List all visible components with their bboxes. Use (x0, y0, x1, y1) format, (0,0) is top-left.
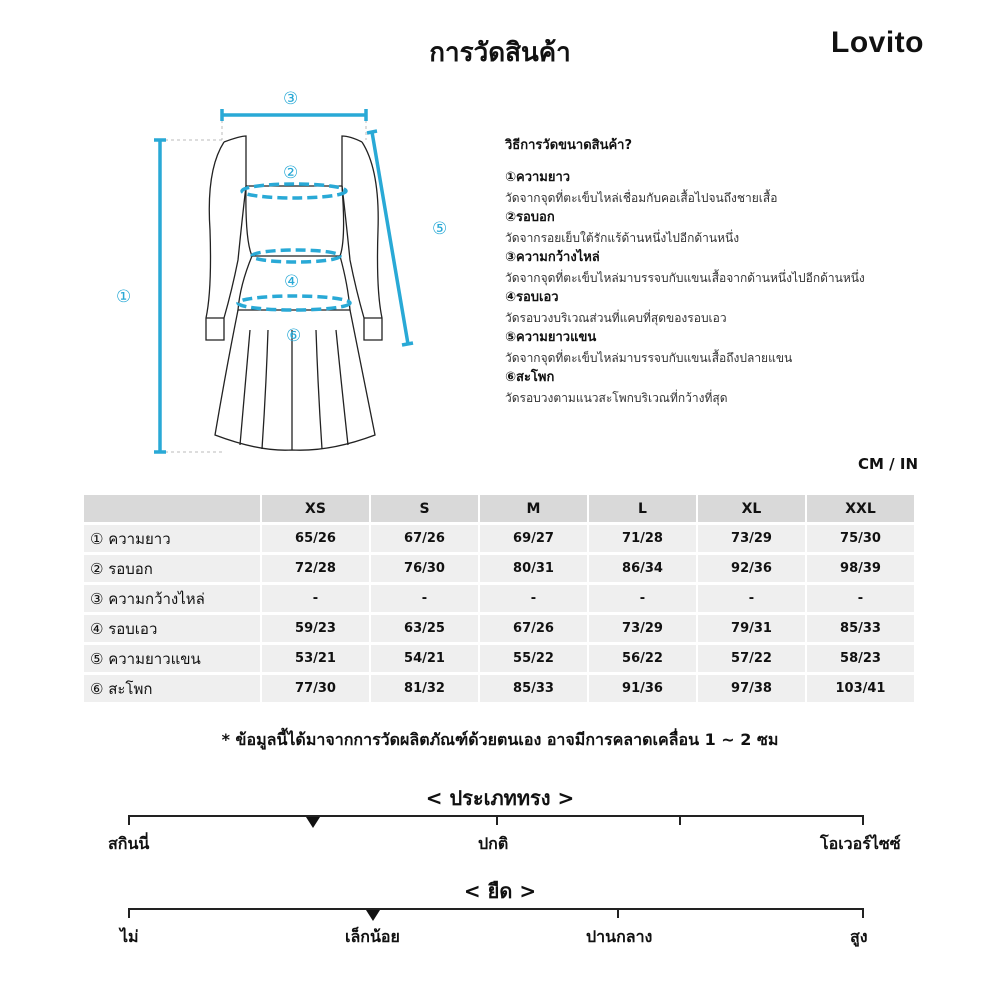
fit-label-skinny: สกินนี่ (108, 834, 150, 853)
table-cell: 53/21 (262, 645, 369, 672)
table-cell: - (480, 585, 587, 612)
instructions-heading: วิธีการวัดขนาดสินค้า? (505, 138, 633, 153)
row-label: ⑥ สะโพก (84, 675, 260, 702)
instruction-item: ①ความยาว วัดจากจุดที่ตะเข็บไหล่เชื่อมกับคอเสื้อไปจนถึงชายเสื้อ (505, 170, 778, 205)
fit-scale-tick (679, 815, 681, 825)
table-cell: 63/25 (371, 615, 478, 642)
dress-measurement-diagram (100, 80, 470, 460)
table-header-row (84, 495, 914, 522)
measurement-note: * ข้อมูลนี้ได้มาจากการวัดผลิตภัณฑ์ด้วยตนเอง อาจมีการคลาดเคลื่อน 1 ~ 2 ซม (221, 730, 779, 749)
label-sleeve: ⑤ (432, 219, 448, 239)
page-title: การวัดสินค้า (429, 38, 571, 68)
table-cell: 71/28 (589, 525, 696, 552)
stretch-scale-tick (617, 908, 619, 918)
instruction-item: ⑥สะโพก วัดรอบวงตามแนวสะโพกบริเวณที่กว้างที่สุด (505, 370, 728, 405)
stretch-scale-tick (862, 908, 864, 918)
fit-scale-title: < ประเภททรง > (425, 786, 575, 810)
label-length: ① (116, 287, 132, 307)
table-cell: 97/38 (698, 675, 805, 702)
table-cell: 73/29 (589, 615, 696, 642)
fit-scale-tick (128, 815, 130, 825)
label-hip: ⑥ (286, 326, 302, 346)
size-header: S (371, 495, 478, 522)
instruction-item: ③ความกว้างไหล่ วัดจากจุดที่ตะเข็บไหล่มาบรรจบกับแขนเสื้อจากด้านหนึ่งไปอีกด้านหนึ่ง (505, 250, 865, 285)
fit-scale-tick (496, 815, 498, 825)
table-cell: - (262, 585, 369, 612)
table-cell: 56/22 (589, 645, 696, 672)
stretch-scale-marker-icon (366, 910, 380, 921)
table-row (84, 585, 914, 612)
table-row (84, 555, 914, 582)
size-header: M (480, 495, 587, 522)
table-corner (84, 495, 260, 522)
table-cell: 54/21 (371, 645, 478, 672)
size-header: XXL (807, 495, 914, 522)
table-cell: 55/22 (480, 645, 587, 672)
table-cell: 103/41 (807, 675, 914, 702)
stretch-scale-line (128, 908, 864, 910)
size-header: L (589, 495, 696, 522)
size-header: XS (262, 495, 369, 522)
stretch-label-high: สูง (850, 927, 868, 946)
row-label: ② รอบอก (84, 555, 260, 582)
row-label: ① ความยาว (84, 525, 260, 552)
fit-scale-marker-icon (306, 817, 320, 828)
label-waist: ④ (284, 272, 300, 292)
table-cell: 67/26 (371, 525, 478, 552)
fit-label-oversize: โอเวอร์ไซซ์ (820, 834, 901, 853)
stretch-label-medium: ปานกลาง (586, 927, 653, 946)
row-label: ④ รอบเอว (84, 615, 260, 642)
row-label: ⑤ ความยาวแขน (84, 645, 260, 672)
table-cell: 81/32 (371, 675, 478, 702)
table-cell: 98/39 (807, 555, 914, 582)
table-cell: 77/30 (262, 675, 369, 702)
instruction-item: ②รอบอก วัดจากรอยเย็บใต้รักแร้ด้านหนึ่งไปอีกด้านหนึ่ง (505, 210, 740, 245)
table-cell: 76/30 (371, 555, 478, 582)
table-cell: 73/29 (698, 525, 805, 552)
table-cell: - (807, 585, 914, 612)
stretch-scale-tick (128, 908, 130, 918)
table-cell: 85/33 (480, 675, 587, 702)
table-cell: 65/26 (262, 525, 369, 552)
label-bust: ② (283, 163, 299, 183)
fit-scale-tick (862, 815, 864, 825)
row-label: ③ ความกว้างไหล่ (84, 585, 260, 612)
table-cell: - (589, 585, 696, 612)
table-cell: - (698, 585, 805, 612)
fit-label-regular: ปกติ (478, 834, 509, 853)
table-row (84, 645, 914, 672)
size-header: XL (698, 495, 805, 522)
table-cell: 69/27 (480, 525, 587, 552)
table-cell: 92/36 (698, 555, 805, 582)
table-cell: 80/31 (480, 555, 587, 582)
brand-logo: Lovito (831, 26, 924, 59)
table-cell: 86/34 (589, 555, 696, 582)
table-cell: 57/22 (698, 645, 805, 672)
table-cell: 75/30 (807, 525, 914, 552)
instruction-item: ⑤ความยาวแขน วัดจากจุดที่ตะเข็บไหล่มาบรรจบกับแขนเสื้อถึงปลายแขน (505, 330, 793, 365)
table-cell: 79/31 (698, 615, 805, 642)
stretch-scale-title: < ยืด > (463, 879, 537, 903)
measurement-instructions (505, 136, 965, 408)
unit-label: CM / IN (858, 455, 918, 473)
table-row (84, 525, 914, 552)
table-cell: 85/33 (807, 615, 914, 642)
table-cell: 59/23 (262, 615, 369, 642)
stretch-label-none: ไม่ (120, 927, 139, 946)
size-table (82, 492, 916, 705)
table-row (84, 615, 914, 642)
table-cell: 67/26 (480, 615, 587, 642)
stretch-label-slight: เล็กน้อย (345, 927, 400, 946)
table-cell: 72/28 (262, 555, 369, 582)
label-shoulder: ③ (283, 89, 299, 109)
table-row (84, 675, 914, 702)
table-cell: 91/36 (589, 675, 696, 702)
instruction-item: ④รอบเอว วัดรอบวงบริเวณส่วนที่แคบที่สุดของรอบเอว (505, 290, 727, 325)
table-cell: - (371, 585, 478, 612)
table-cell: 58/23 (807, 645, 914, 672)
